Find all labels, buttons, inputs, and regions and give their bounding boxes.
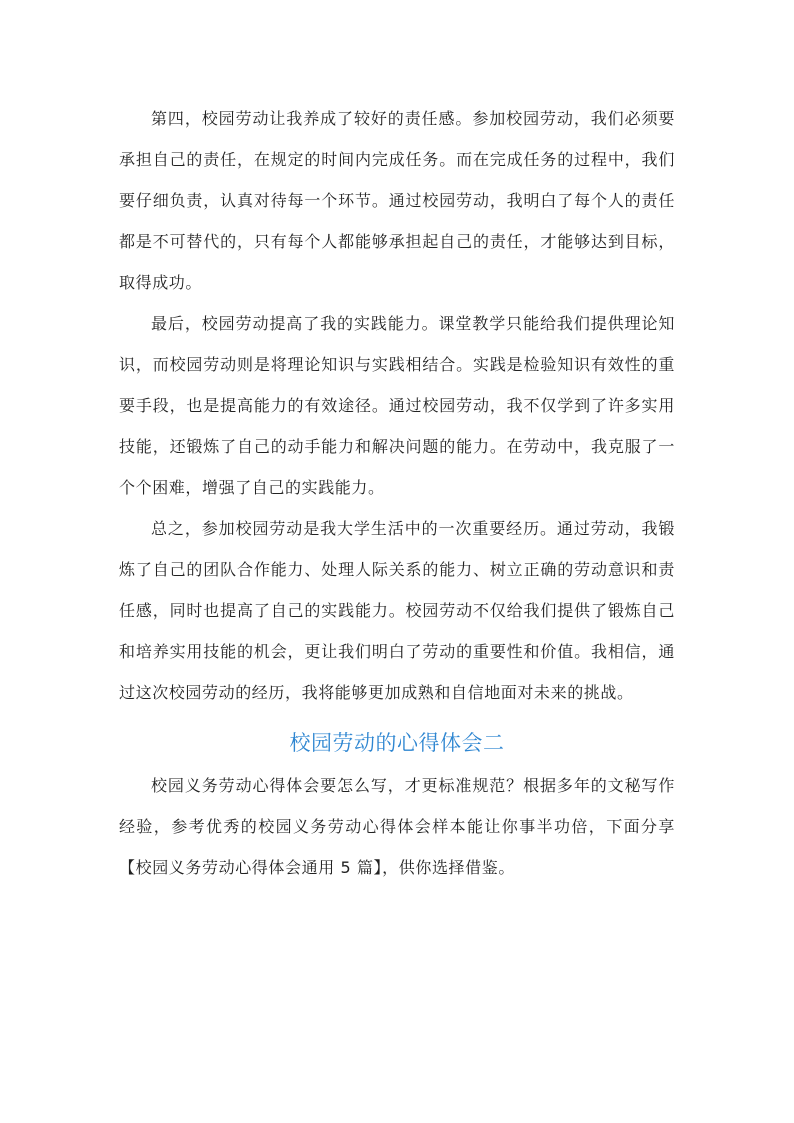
document-body bbox=[119, 98, 675, 888]
paragraph-intro-section-two: 校园义务劳动心得体会要怎么写，才更标准规范？根据多年的文秘写作经验，参考优秀的校园义务劳动心得体会样本能让你事半功倍，下面分享【校园义务劳动心得体会通用 5 篇】，供你选择借鉴。 bbox=[119, 776, 675, 877]
paragraph-conclusion: 总之，参加校园劳动是我大学生活中的一次重要经历。通过劳动，我锻炼了自己的团队合作能力、处理人际关系的能力、树立正确的劳动意识和责任感，同时也提高了自己的实践能力。校园劳动不仅给我们提供了锻炼自己和培养实用技能的机会，更让我们明白了劳动的重要性和价值。我相信，通过这次校园劳动的经历，我将能够更加成熟和自信地面对未来的挑战。 bbox=[119, 519, 675, 702]
paragraph-responsibility: 第四，校园劳动让我养成了较好的责任感。参加校园劳动，我们必须要承担自己的责任，在规定的时间内完成任务。而在完成任务的过程中，我们要仔细负责，认真对待每一个环节。通过校园劳动，我明白了每个人的责任都是不可替代的，只有每个人都能够承担起自己的责任，才能够达到目标，取得成功。 bbox=[119, 109, 675, 292]
section-heading: 校园劳动的心得体会二 bbox=[289, 731, 505, 755]
paragraph-practical-ability: 最后，校园劳动提高了我的实践能力。课堂教学只能给我们提供理论知识，而校园劳动则是将理论知识与实践相结合。实践是检验知识有效性的重要手段，也是提高能力的有效途径。通过校园劳动，我不仅学到了许多实用技能，还锻炼了自己的动手能力和解决问题的能力。在劳动中，我克服了一个个困难，增强了自己的实践能力。 bbox=[119, 314, 675, 497]
